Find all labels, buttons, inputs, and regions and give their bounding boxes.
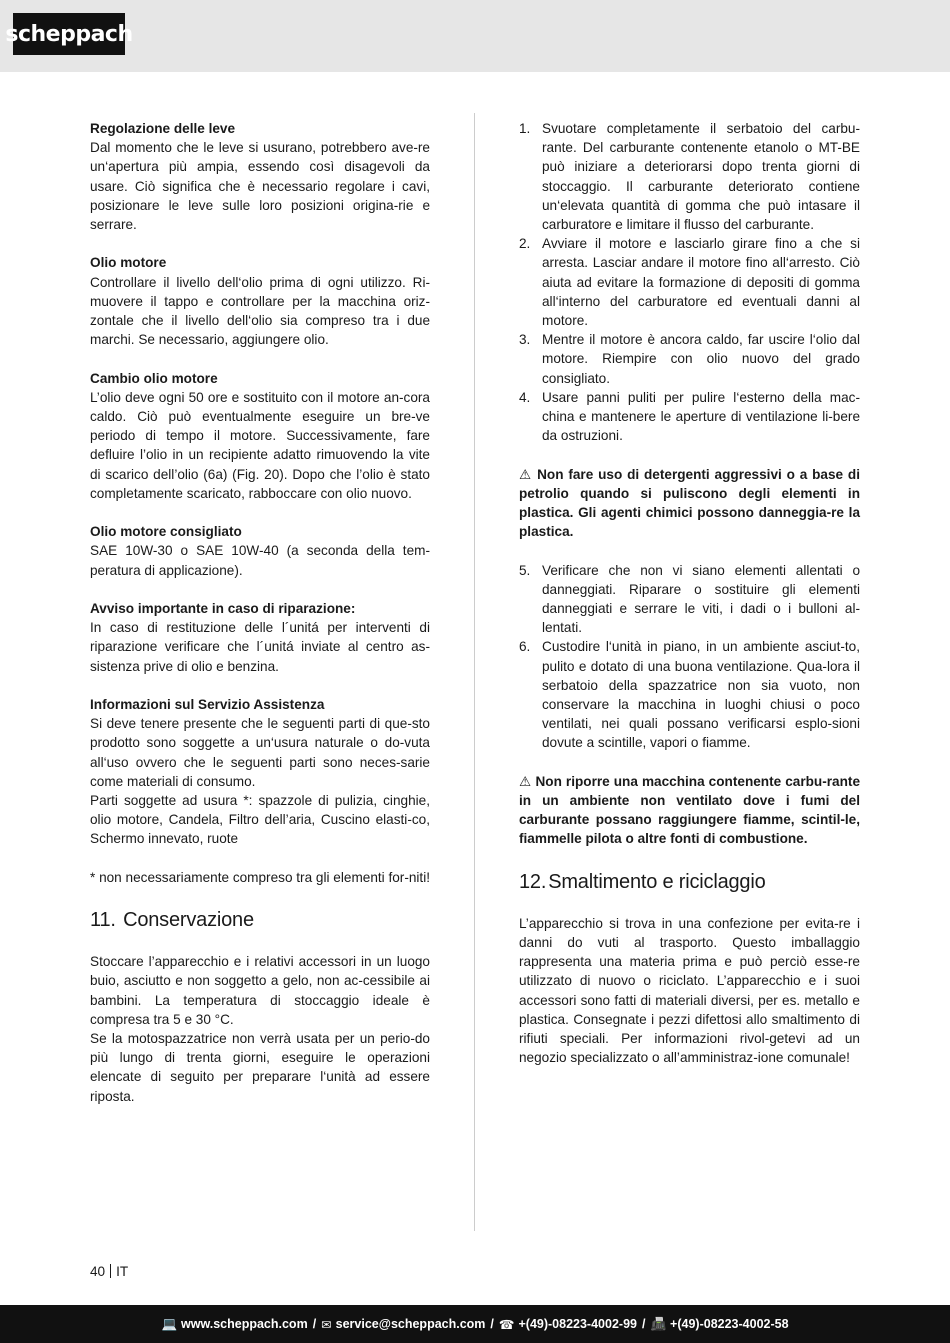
list-item-number: 4. xyxy=(519,389,531,405)
section-heading: Informazioni sul Servizio Assistenza xyxy=(90,697,325,713)
warning-triangle-icon: ⚠ xyxy=(519,466,533,482)
phone-number: +(49)-08223-4002-99 xyxy=(518,1317,637,1331)
warning-detergents xyxy=(519,465,860,542)
page-number xyxy=(90,1264,128,1279)
phone-icon: ☎ xyxy=(498,1317,515,1332)
section-paragraph: Si deve tenere presente che le seguenti parti di que-sto prodotto sono soggette a un‘usura naturale o do-vuta all‘uso ovvero che le seguenti parti sono neces-sarie come materiali di consumo. xyxy=(90,716,430,789)
section-paragraph: Controllare il livello dell‘olio prima di ogni utilizzo. Ri-muovere il tappo e controllare per la macchina oriz-zontale che il livello dell‘olio sia compreso tra i due marchi. Se necessario, aggiungere olio. xyxy=(90,274,430,348)
section-heading: Olio motore consigliato xyxy=(90,524,242,540)
section-repair-notice xyxy=(90,599,430,676)
list-item-text: Avviare il motore e lasciarlo girare fino a che si arresta. Lasciar andare il motore fino all‘arresto. Ciò aiuta ad evitare la formazione di depositi di gomma all‘interno del carburatore ed eventuali danni al motore. xyxy=(542,236,860,329)
chapter-title: Conservazione xyxy=(123,909,254,932)
section-paragraph: L’olio deve ogni 50 ore e sostituito con il motore an-cora caldo. Ciò può eventualmente eseguire un bre-ve periodo di tempo il motore. Successivamente, fare defluire l’olio in un recipiente adatto rimuovendo la vite di scarico dell’olio (6a) (Fig. 20). Dopo che l’olio è stato completamente scaricato, rabboccare con olio nuovo. xyxy=(90,389,430,501)
header-band xyxy=(0,0,950,72)
list-item xyxy=(519,637,860,752)
warning-fuel-storage xyxy=(519,772,860,849)
section-paragraph: SAE 10W-30 o SAE 10W-40 (a seconda della tem-peratura di applicazione). xyxy=(90,543,430,578)
computer-icon: 💻 xyxy=(161,1316,178,1331)
storage-steps-list-continued xyxy=(519,561,860,753)
chapter-heading-disposal xyxy=(519,868,860,896)
email-link[interactable]: service@scheppach.com xyxy=(335,1317,486,1331)
page-language: IT xyxy=(116,1264,129,1279)
list-item-text: Mentre il motore è ancora caldo, far uscire l‘olio dal motore. Riempire con olio nuovo del grado consigliato. xyxy=(542,332,860,386)
list-item xyxy=(519,388,860,446)
warning-text: Non riporre una macchina contenente carbu-rante in un ambiente non ventilato dove i fumi del carburante possano raggiungere fiamme, scintil-le, fiammelle pilota o altre fonti di combustione. xyxy=(519,773,861,847)
section-heading: Cambio olio motore xyxy=(90,370,218,386)
contact-bar xyxy=(0,1305,950,1343)
page-number-value: 40 xyxy=(90,1264,106,1279)
mail-icon: ✉ xyxy=(321,1317,332,1332)
list-item-number: 6. xyxy=(519,639,531,655)
footnote-text: * non necessariamente compreso tra gli elementi for-niti! xyxy=(90,869,431,885)
right-column xyxy=(519,119,860,1087)
section-disposal xyxy=(519,914,860,1068)
section-heading: Regolazione delle leve xyxy=(90,121,236,136)
separator: / xyxy=(490,1317,494,1331)
section-engine-oil xyxy=(90,253,430,349)
fax-icon: 📠 xyxy=(650,1316,667,1331)
section-paragraph: In caso di restituzione delle l´unitá per interventi di riparazione verificare che l´unitá inviate al centro as-sistenza prive di olio e benzina. xyxy=(90,620,430,674)
warning-text: Non fare uso di detergenti aggressivi o a base di petrolio quando si puliscono degli elementi in plastica. Gli agenti chimici possono danneggia-re la plastica. xyxy=(519,466,861,540)
section-paragraph: Se la motospazzatrice non verrà usata per un perio-do più lungo di trenta giorni, eseguire le operazioni elencate di seguito per preparare l‘unità ad essere riposta. xyxy=(90,1031,430,1104)
chapter-number: 11. xyxy=(90,909,116,932)
list-item-text: Verificare che non vi siano elementi allentati o danneggiati. Riparare o sostituire gli elementi danneggiati e serrare le viti, i dadi o i bulloni al-lentati. xyxy=(542,562,860,636)
storage-steps-list xyxy=(519,119,860,445)
list-item xyxy=(519,119,860,234)
section-paragraph: Parti soggette ad usura *: spazzole di pulizia, cinghie, olio motore, Candela, Filtro dell’aria, Cuscino elasti-co, Schermo innevato, ruote xyxy=(90,793,430,847)
scheppach-logo: scheppach xyxy=(13,13,125,55)
left-column xyxy=(90,119,430,1125)
section-lever-adjustment xyxy=(90,119,430,234)
list-item xyxy=(519,234,860,330)
list-item-text: Svuotare completamente il serbatoio del carbu-rante. Del carburante contenente etanolo o MT-BE può iniziare a deteriorarsi dopo trenta giorni di stoccaggio. Il carburante deteriorato contiene un‘elevata quantità di gomma che può intasare il carburatore e limitare il flusso del carburante. xyxy=(542,121,860,233)
section-recommended-oil xyxy=(90,522,430,580)
fax-number: +(49)-08223-4002-58 xyxy=(670,1317,789,1331)
section-heading: Avviso importante in caso di riparazione: xyxy=(90,601,356,617)
separator: / xyxy=(641,1317,646,1331)
section-paragraph: Stoccare l’apparecchio e i relativi accessori in un luogo buio, asciutto e non soggetto a gelo, non ac-cessibile ai bambini. La temperatura di stoccaggio ideale è compresa tra 5 e 30 °C. xyxy=(90,954,430,1027)
section-paragraph: L’apparecchio si trova in una confezione per evita-re i danni do vuti al trasporto. Questo imballaggio rappresenta una materia prima e può perciò esse-re utilizzato di nuovo o riciclato. L’apparecchio e i suoi accessori sono fatti di materiali diversi, per es. metallo e plastica. Consegnate i pezzi difettosi allo smaltimento di rifiuti speciali. Per informazioni rivol-getevi ad un negozio specializzato o all’amministraz-ione comunale! xyxy=(519,915,860,1066)
list-item-text: Usare panni puliti per pulire l‘esterno della mac-china e mantenere le aperture di ventilazione li-bere da ostruzioni. xyxy=(542,389,860,444)
list-item-number: 1. xyxy=(519,121,531,136)
website-link[interactable]: www.scheppach.com xyxy=(181,1317,308,1331)
separator: / xyxy=(312,1317,317,1331)
list-item-number: 5. xyxy=(519,562,531,578)
warning-triangle-icon: ⚠ xyxy=(519,773,532,789)
list-item-number: 2. xyxy=(519,236,531,252)
section-storage xyxy=(90,952,430,1106)
chapter-number: 12. xyxy=(519,870,547,893)
list-item-text: Custodire l‘unità in piano, in un ambiente asciut-to, pulito e dotato di una buona ventilazione. Qua-lora il serbatoio della spazzatrice non sia vuoto, non conservare la macchina in luoghi chiusi o poco ventilati, nei quali possano verificarsi esplo-sioni dovute a scintille, vapori o fiamme. xyxy=(542,639,860,751)
list-item-number: 3. xyxy=(519,332,531,348)
page-number-separator xyxy=(110,1264,111,1278)
list-item xyxy=(519,330,860,388)
section-paragraph: Dal momento che le leve si usurano, potrebbero ave-re un‘apertura più ampia, essendo così disagevoli da usare. Ciò significa che è necessario regolare i cavi, posizionare le leve sulle loro posizioni origina-rie e serrare. xyxy=(90,140,430,233)
section-heading: Olio motore xyxy=(90,255,167,271)
section-oil-change xyxy=(90,369,430,503)
section-service-info xyxy=(90,695,430,849)
column-divider xyxy=(474,113,475,1231)
section-footnote xyxy=(90,868,430,887)
list-item xyxy=(519,561,860,638)
chapter-title: Smaltimento e riciclaggio xyxy=(548,870,766,893)
chapter-heading-storage xyxy=(90,906,430,934)
